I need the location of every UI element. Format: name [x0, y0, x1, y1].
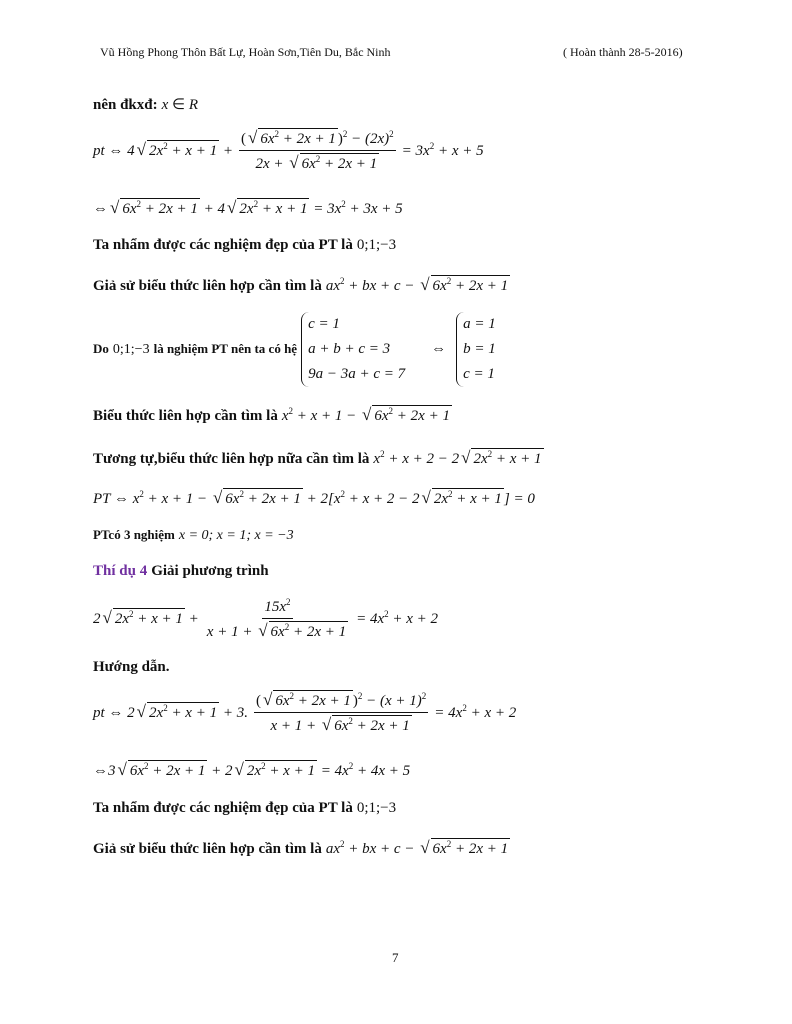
- do-prefix: Do: [93, 341, 109, 357]
- equation-2: ⇔ √ $6x^2 + 2x + 1 + 4$ √ $2x^2 + x + 1 = 3x^2 + 3x + 5$: [93, 198, 403, 217]
- fraction-3: $\frac{( √ 6x^2 + 2x + 1 )^2 - (x + 1)^2}{x + 1 + √ 6x^2 + 2x + 1}$: [255, 690, 427, 735]
- guide-text: Hướng dẫn.: [93, 659, 170, 675]
- solutions-text: PTcó 3 nghiệm: [93, 527, 175, 542]
- conjugate-text: Biểu thức liên hợp cần tìm là: [93, 408, 278, 424]
- header-date: ( Hoàn thành 28-5-2016): [563, 45, 683, 59]
- suppose-text-2: Giả sử biểu thức liên hợp cần tìm là: [93, 841, 322, 857]
- guess-text-2: Ta nhẩm được các nghiệm đẹp của PT là: [93, 800, 353, 816]
- system-left: c = 1 a + b + c = 3 9a − 3a + c = 7: [301, 312, 405, 387]
- suppose-line: Giả sử biểu thức liên hợp cần tìm là $ax^2$ + bx + c − √ $6x^2 + 2x + 1$: [93, 275, 509, 294]
- equation-4: pt ⇔ 2 √ $2x^2 + x + 1 + 3$. $\frac{( √ 6x^2 + 2x + 1 )^2 - (x + 1)^2}{x + 1 + √ 6x^2 + 2x + 1}$ = $4x^2 + x + 2$: [93, 690, 517, 735]
- domain-label: nên đkxđ:: [93, 97, 158, 113]
- guess-roots-line: [93, 236, 396, 254]
- conjugate-line: Biểu thức liên hợp cần tìm là $x^2 + x + 1$ − √ $6x^2 + 2x + 1$: [93, 405, 450, 424]
- guess-roots-line-2: [93, 799, 396, 817]
- do-suffix: là nghiệm PT nên ta có hệ: [153, 341, 298, 357]
- similar-line: Tương tự,biểu thức liên hợp nữa cần tìm là $x^2 + x + 2 - 2$ √ $2x^2 + x + 1$: [93, 448, 542, 467]
- suppose-text: Giả sử biểu thức liên hợp cần tìm là: [93, 278, 322, 294]
- guide-heading: [93, 658, 170, 676]
- example-equation: 2 √ $2x^2 + x + 1$ + $\frac{15x^2}{x + 1 + √ 6x^2 + 2x + 1}$ = $4x^2 + x + 2$: [93, 597, 439, 640]
- roots-value: 0;1;−3: [356, 237, 397, 253]
- equation-1: pt ⇔ 4 √ $2x^2 + x + 1$ + $\frac{( √ 6x^2 + 2x + 1 )^2 - (2x)^2}{2x + √ 6x^2 + 2x + 1}$ = $3x^2 + x + 5$: [93, 128, 484, 173]
- system-right: a = 1 b = 1 c = 1: [456, 312, 496, 387]
- example-heading: [93, 562, 269, 580]
- page-number: 7: [392, 950, 399, 965]
- example-label: Thí dụ 4: [93, 563, 148, 579]
- similar-text: Tương tự,biểu thức liên hợp nữa cần tìm là: [93, 451, 370, 467]
- fraction-2: $\frac{15x^2}{x + 1 + √ 6x^2 + 2x + 1}$: [206, 597, 347, 640]
- domain-formula: x ∈ R: [161, 97, 199, 113]
- do-roots: 0;1;−3: [112, 342, 150, 358]
- domain-line: [93, 95, 198, 114]
- header-author: Vũ Hồng Phong Thôn Bất Lự, Hoàn Sơn,Tiên Du, Bắc Ninh: [100, 45, 391, 59]
- roots-value-2: 0;1;−3: [356, 800, 397, 816]
- equation-3: PT ⇔ $x^2 + x + 1$ − √ $6x^2 + 2x + 1 + 2[x^2 + x + 2 - 2$ √ $2x^2 + x + 1$ ] = 0: [93, 488, 535, 507]
- fraction-1: $\frac{( √ 6x^2 + 2x + 1 )^2 - (2x)^2}{2x + √ 6x^2 + 2x + 1}$: [240, 128, 394, 173]
- equation-5: ⇔3 √ $6x^2 + 2x + 1 + 2$ √ $2x^2 + x + 1 = 4x^2 + 4x + 5$: [93, 760, 411, 779]
- example-title: Giải phương trình: [151, 563, 269, 579]
- system-line: Do 0;1;−3 là nghiệm PT nên ta có hệ c = 1 a + b + c = 3 9a − 3a + c = 7 ⇔ a = 1 b = 1 c = 1: [93, 312, 496, 387]
- solutions-line: PTcó 3 nghiệm x = 0; x = 1; x = −3: [93, 527, 294, 543]
- guess-text: Ta nhẩm được các nghiệm đẹp của PT là: [93, 237, 353, 253]
- suppose-line-2: Giả sử biểu thức liên hợp cần tìm là $ax^2$ + bx + c − √ $6x^2 + 2x + 1$: [93, 838, 509, 857]
